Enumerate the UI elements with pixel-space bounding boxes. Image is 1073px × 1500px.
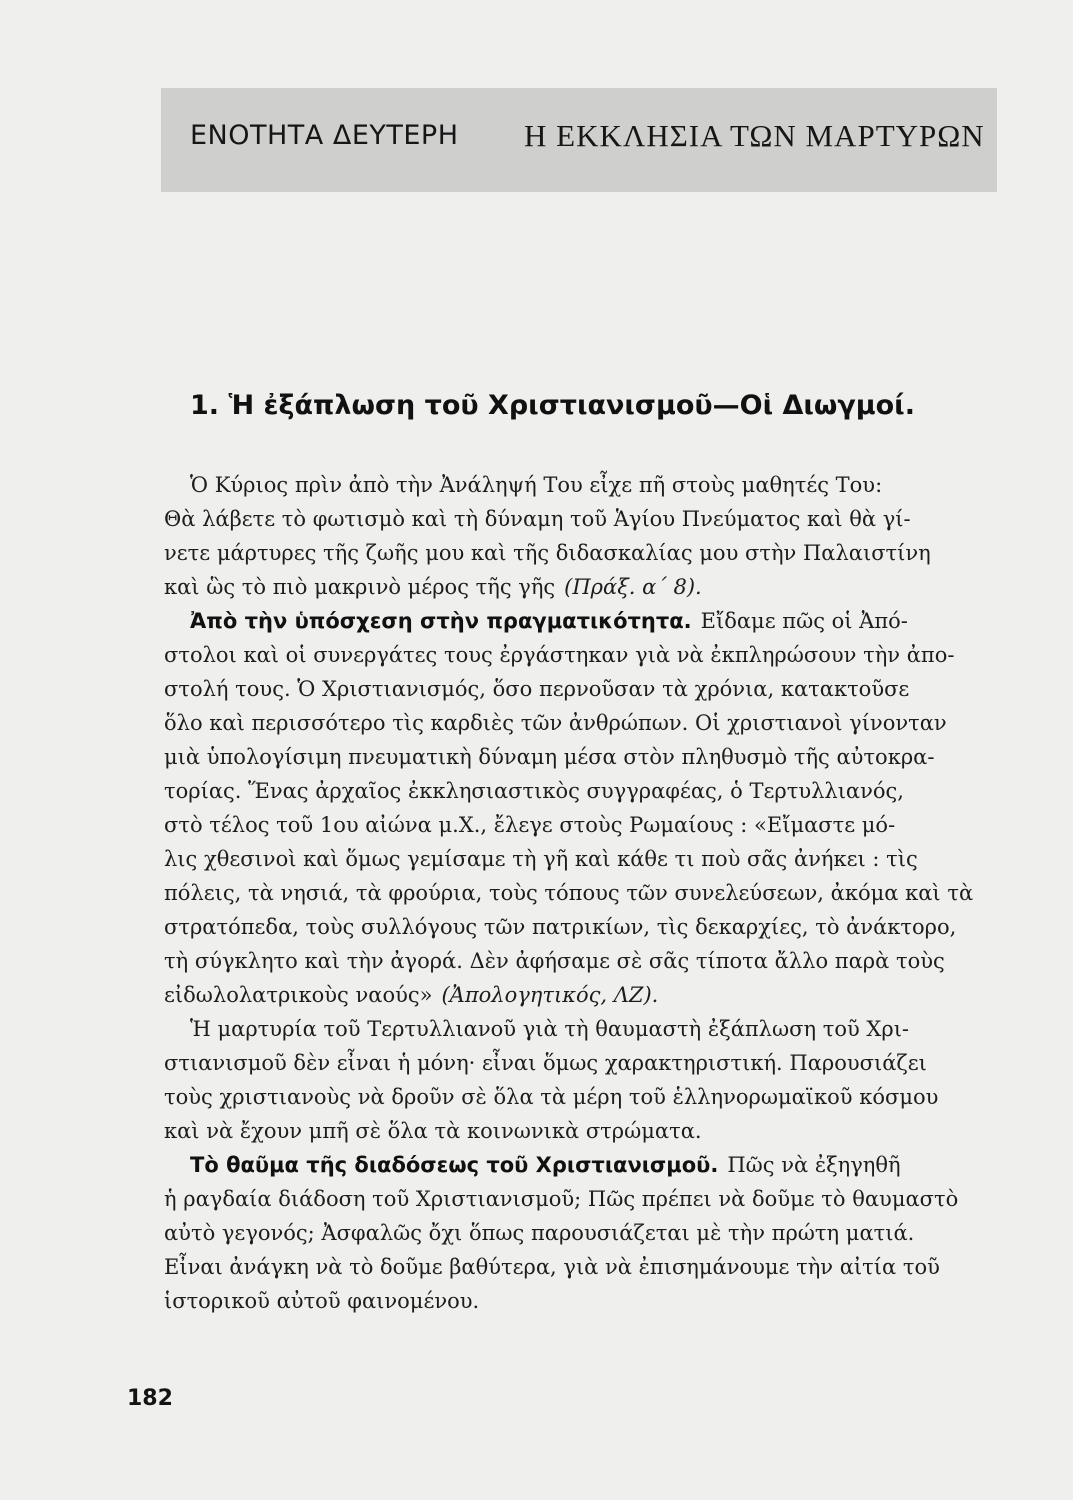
text-line: τορίας. Ἕνας ἀρχαῖος ἐκκλησιαστικὸς συγγραφέας, ὁ Τερτυλλιανός,	[164, 779, 904, 803]
text-line: καὶ νὰ ἔχουν μπῆ σὲ ὅλα τὰ κοινωνικὰ στρώματα.	[164, 1119, 702, 1143]
text-line: ἡ ραγδαία διάδοση τοῦ Χριστιανισμοῦ; Πῶς πρέπει νὰ δοῦμε τὸ θαυμαστὸ	[164, 1187, 959, 1211]
text-line: ὅλο καὶ περισσότερο τὶς καρδιὲς τῶν ἀνθρώπων. Οἱ χριστιανοὶ γίνονταν	[164, 711, 947, 735]
text-line	[164, 570, 1006, 604]
text-line: στιανισμοῦ δὲν εἶναι ἡ μόνη· εἶναι ὅμως χαρακτηριστική. Παρουσιάζει	[164, 1051, 927, 1075]
text-run: Εἴδαμε πῶς οἱ Ἀπό-	[700, 609, 908, 633]
text-line: μιὰ ὑπολογίσιμη πνευματικὴ δύναμη μέσα στὸν πληθυσμὸ τῆς αὐτοκρα-	[164, 745, 935, 769]
paragraph	[164, 604, 1006, 1012]
text-line: ἱστορικοῦ αὐτοῦ φαινομένου.	[164, 1289, 480, 1313]
paragraph-heading: Ἀπὸ τὴν ὑπόσχεση στὴν πραγματικότητα.	[190, 609, 692, 633]
body-text	[164, 468, 1006, 1318]
text-line: νετε μάρτυρες τῆς ζωῆς μου καὶ τῆς διδασκαλίας μου στὴν Παλαιστίνη	[164, 541, 931, 565]
text-line: στολή τους. Ὁ Χριστιανισμός, ὅσο περνοῦσαν τὰ χρόνια, κατακτοῦσε	[164, 677, 910, 701]
citation: (Πράξ. α΄ 8).	[564, 575, 702, 599]
text-run: καὶ ὣς τὸ πιὸ μακρινὸ μέρος τῆς γῆς	[164, 575, 556, 599]
text-line: τὴ σύγκλητο καὶ τὴν ἀγορά. Δὲν ἀφήσαμε σὲ σᾶς τίποτα ἄλλο παρὰ τοὺς	[164, 949, 945, 973]
paragraph-heading: Τὸ θαῦμα τῆς διαδόσεως τοῦ Χριστιανισμοῦ.	[190, 1153, 719, 1177]
text-line: Ὁ Κύριος πρὶν ἀπὸ τὴν Ἀνάληψή Του εἶχε πῆ στοὺς μαθητές Του:	[190, 473, 883, 497]
paragraph	[164, 1148, 1006, 1318]
text-line: στρατόπεδα, τοὺς συλλόγους τῶν πατρικίων, τὶς δεκαρχίες, τὸ ἀνάκτορο,	[164, 915, 957, 939]
text-line: λις χθεσινοὶ καὶ ὅμως γεμίσαμε τὴ γῆ καὶ κάθε τι ποὺ σᾶς ἀνήκει : τὶς	[164, 847, 918, 871]
text-line	[164, 604, 1006, 638]
citation: (Ἀπολογητικός, ΛΖ).	[441, 983, 659, 1007]
chapter-title: Η ΕΚΚΛΗΣΙΑ ΤΩΝ ΜΑΡΤΥΡΩΝ	[524, 118, 985, 153]
text-run: Πῶς νὰ ἐξηγηθῆ	[727, 1153, 901, 1177]
text-line: στολοι καὶ οἱ συνεργάτες τους ἐργάστηκαν γιὰ νὰ ἐκπληρώσουν τὴν ἀπο-	[164, 643, 955, 667]
text-line: αὐτὸ γεγονός; Ἀσφαλῶς ὄχι ὅπως παρουσιάζεται μὲ τὴν πρώτη ματιά.	[164, 1221, 915, 1245]
section-title: 1. Ἡ ἐξάπλωση τοῦ Χριστιανισμοῦ—Οἱ Διωγμοί.	[190, 390, 915, 421]
text-line: Ἡ μαρτυρία τοῦ Τερτυλλιανοῦ γιὰ τὴ θαυμαστὴ ἐξάπλωση τοῦ Χρι-	[190, 1017, 910, 1041]
text-line	[164, 978, 1006, 1012]
text-line: πόλεις, τὰ νησιά, τὰ φρούρια, τοὺς τόπους τῶν συνελεύσεων, ἀκόμα καὶ τὰ	[164, 881, 974, 905]
section-label: ΕΝΟΤΗΤΑ ΔΕΥΤΕΡΗ	[190, 120, 459, 151]
text-line	[164, 1148, 1006, 1182]
text-line: στὸ τέλος τοῦ 1ου αἰώνα μ.Χ., ἔλεγε στοὺς Ρωμαίους : «Εἴμαστε μό-	[164, 813, 896, 837]
text-line: Θὰ λάβετε τὸ φωτισμὸ καὶ τὴ δύναμη τοῦ Ἁγίου Πνεύματος καὶ θὰ γί-	[164, 507, 911, 531]
text-line: Εἶναι ἀνάγκη νὰ τὸ δοῦμε βαθύτερα, γιὰ νὰ ἐπισημάνουμε τὴν αἰτία τοῦ	[164, 1255, 940, 1279]
text-run: εἰδωλολατρικοὺς ναούς»	[164, 983, 433, 1007]
page-number: 182	[127, 1386, 173, 1411]
paragraph	[164, 468, 1006, 604]
text-line: τοὺς χριστιανοὺς νὰ δροῦν σὲ ὅλα τὰ μέρη τοῦ ἑλληνορωμαϊκοῦ κόσμου	[164, 1085, 939, 1109]
paragraph	[164, 1012, 1006, 1148]
